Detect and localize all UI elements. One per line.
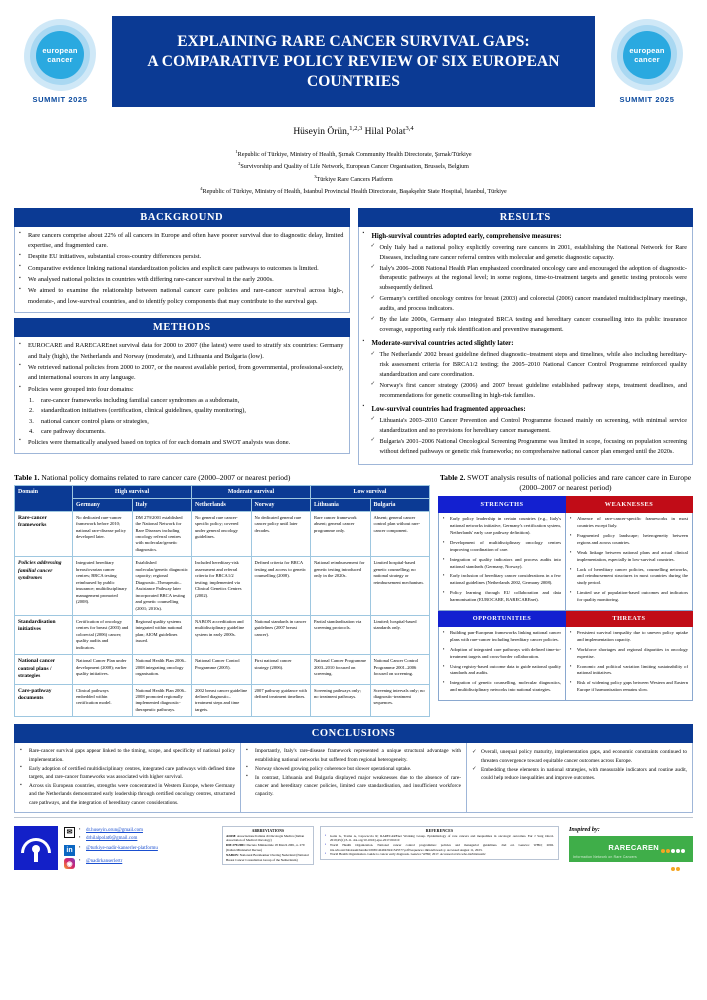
- author-1-affil-marks: 1,2,3: [349, 125, 363, 133]
- table2-wrapper: [438, 473, 693, 701]
- list-item: standardization initiatives (certification, clinical guidelines, quality monitoring),: [41, 407, 246, 415]
- background-body: [14, 227, 350, 314]
- table-row: [15, 684, 430, 717]
- list-item: ▪ Risk of widening policy gaps between Western and Eastern Europe if harmonisation remains slow.: [570, 680, 688, 694]
- cell: 2002 breast cancer guideline defined diagnostic–treatment steps and time targets.: [192, 684, 252, 717]
- abbreviation-item: [226, 853, 310, 862]
- table1-col-lithuania: Lithuania: [311, 498, 371, 511]
- cell: National Cancer Control Programme (2005).: [192, 655, 252, 684]
- table-row: [15, 511, 430, 557]
- list-item: ▪ Lack of hereditary cancer policies, counselling networks, and reimbursement structures in most countries during the study period.: [570, 567, 688, 588]
- list-item: ▪ We aimed to examine the relationship between national cancer care policies and rare-cancer survival across high-, moderate-, and low-survival countries, and to identify policy components that may contribute to the survival gap.: [19, 286, 344, 307]
- list-item: ▪ Policy learning through EU collaboration and data harmonisation (EUROCARE, RARECAREnet).: [443, 590, 561, 604]
- contacts-block: [64, 826, 216, 870]
- row-domain: Policies addressing familial cancer syndromes: [15, 557, 73, 616]
- list-item: ▪ Early adoption of certified multidisciplinary centres, integrated care pathways with defined time targets, and rare-cancer frameworks was associated with higher survival.: [20, 765, 235, 781]
- list-item: ✓ Lithuania's 2003–2010 Cancer Prevention and Control Programme focused mainly on screening, with minimal service standardization and no provisions for hereditary cancer management.: [371, 416, 688, 436]
- list-item: ▪ Norway showed growing policy coherence but slower operational uptake.: [246, 765, 461, 773]
- list-item: ▪ Economic and political variation limiting sustainability of national initiatives.: [570, 664, 688, 678]
- table1-head: [15, 485, 430, 511]
- row-domain: National cancer control plans / strategies: [15, 655, 73, 684]
- list-item: ✓ Italy's 2006–2008 National Health Plan emphasized coordinated oncology care and encouraged the adoption of diagnostic-therapeutic pathways at the regional level; in some regions, time-to-treatment targets and genetic testing protocols were subsequently defined.: [371, 264, 688, 294]
- table1-group-header-row: [15, 485, 430, 498]
- list-item: ▪ Policies were grouped into four domains:: [19, 385, 344, 395]
- abbreviation-def: : Associazione Italiana di Oncologia Medica (Italian Association of Medical Oncology): [226, 833, 305, 843]
- poster-footer: [0, 818, 707, 876]
- list-item: ▪ EUROCARE and RARECAREnet survival data for 2000 to 2007 (the latest) were used to stratify six countries: Germany and Italy (high), the Netherlands and Norway (moderate), and Lithuania and Bulgaria (low).: [19, 341, 344, 362]
- affiliation-sup: 4: [200, 186, 203, 192]
- swot-weaknesses-header: WEAKNESSES: [566, 497, 693, 513]
- table2-caption: [438, 473, 693, 494]
- abbreviation-term: NABON: [226, 853, 238, 858]
- cell: Established molecular/genetic diagnostic capacity; regional Diagnostic–Therapeutic–Assistance Pathway later incorporated BRCA testing and genetic counselling (2001; 2010s).: [132, 557, 192, 616]
- cell: Limited; hospital-based standards only.: [370, 616, 430, 655]
- methods-heading: METHODS: [14, 318, 350, 337]
- list-item: ▪ Rare cancers comprise about 22% of all cancers in Europe and often have poorer survival due to diagnostic delay, limited expertise, and fragmented care.: [19, 231, 344, 252]
- reference-item: ▪ Gatta G, Trama A, Capocaccia R; RARECAREnet Working Group. Epidemiology of rare cancers and inequalities in oncologic outcomes. Eur J Surg Oncol. 2019;45(1):3-11. doi.org/10.1016/j.ejso.2017.00.010: [325, 834, 554, 843]
- references-list: [325, 834, 554, 857]
- author-2-affil-marks: 3,4: [405, 125, 414, 133]
- results-group-title: ▪ High-survival countries adopted early, comprehensive measures:: [363, 231, 688, 242]
- results-group-3-items: [363, 416, 688, 457]
- abbreviation-item: [226, 834, 310, 843]
- contact-row-instagram: [64, 858, 216, 869]
- list-item: ▪ Across six European countries, strengths were concentrated in Western Europe, where Germany and the Netherlands demonstrated early leadership through certified oncology centres, structured care pathways, and the integration of hereditary cancer considerations.: [20, 782, 235, 807]
- methods-body: [14, 337, 350, 454]
- abbreviation-def: : Nationaal Borstkanker Overleg Nederland (National Breast Cancer Consultation Group of the Netherlands): [226, 853, 309, 862]
- references-heading: REFERENCES: [425, 828, 454, 833]
- table-row: [15, 557, 430, 616]
- main-columns: [0, 198, 707, 465]
- row-domain: Care-pathway documents: [15, 684, 73, 717]
- rarecarenet-dots-icon: [660, 841, 690, 877]
- affiliation-sup: 1: [235, 148, 238, 154]
- conclusions-heading: CONCLUSIONS: [14, 724, 693, 743]
- list-item: ✓ Only Italy had a national policy explicitly covering rare cancers in 2001, establishing the National Network for Rare Diseases, including rare cancer referral centres with molecular and genetic diagnostic capacity.: [371, 243, 688, 263]
- cell: Partial standardisation via screening protocols.: [311, 616, 371, 655]
- cell: Screening pathways only; no treatment pathways.: [311, 684, 371, 717]
- cell: Rare cancer framework absent; general cancer programme only.: [311, 511, 371, 557]
- list-item: ▪ Early inclusion of hereditary cancer considerations in a few national guidelines (Netherlands 2002, Germany 2008).: [443, 573, 561, 587]
- swot-weaknesses-cell: [566, 513, 693, 611]
- list-item: ▪ Development of multidisciplinary oncology centres improving coordination of care.: [443, 540, 561, 554]
- swot-strengths-list: [443, 516, 561, 604]
- linkedin-link[interactable]: ▪ @turkiye-nadir-kanserler-platformu: [79, 845, 158, 853]
- swot-opportunities-cell: [439, 626, 566, 700]
- email-link[interactable]: ▪ drhilalpolat0@gmail.com: [79, 835, 143, 843]
- logo-line2: cancer: [634, 55, 660, 65]
- left-column: [14, 208, 350, 465]
- contact-row-email: [64, 827, 216, 844]
- conclusions-body: [14, 743, 693, 812]
- list-item: ▪ Integration of genetic counselling, molecular diagnostics, and multidisciplinary networks into national strategies.: [443, 680, 561, 694]
- table1-col-italy: Italy: [132, 498, 192, 511]
- cell: National standards in cancer guidelines (2007 breast cancer).: [251, 616, 311, 655]
- inspired-by-label: Inspired by:: [569, 825, 600, 833]
- poster-header: [0, 0, 707, 111]
- table1-group-low: Low survival: [311, 485, 430, 498]
- list-item: ▪ Weak linkage between national plans and actual clinical implementation, especially in low-survival countries.: [570, 550, 688, 564]
- list-item: ✓ Norway's first cancer strategy (2006) and 2007 breast guideline established pathway steps, treatment deadlines, and recommendations for genetic counselling in high-risk families.: [371, 381, 688, 401]
- background-bullet-list: [19, 231, 344, 308]
- abbreviations-box: [222, 826, 314, 865]
- table1-caption: [14, 473, 430, 482]
- results-body: [358, 227, 694, 465]
- cell: Certification of oncology centres for breast (2003) and colorectal (2006) cancer; quality audits and indicators.: [73, 616, 133, 655]
- list-item: ▪ In contrast, Lithuania and Bulgaria displayed major weaknesses due to the absence of rare-cancer and hereditary cancer policies, limited care standardisation, and insufficient workforce capacity.: [246, 774, 461, 799]
- conclusions-list-1: [20, 747, 235, 806]
- cell: National Health Plan 2006–2008 integrating oncology organisation.: [132, 655, 192, 684]
- cell: National Health Plan 2006–2008 promoted regionally implemented diagnostic-therapeutic pathways.: [132, 684, 192, 717]
- row-domain: Rare-cancer frameworks: [15, 511, 73, 557]
- table1-caption-text: National policy domains related to rare cancer care (2000–2007 or nearest period): [39, 472, 291, 482]
- conclusions-list-3: [472, 748, 687, 782]
- list-item: rare-cancer frameworks including familial cancer syndromes as a subdomain,: [41, 397, 240, 405]
- list-item: national cancer control plans or strategies,: [41, 417, 149, 425]
- cell: No dedicated rare-cancer framework before 2010; national rare-disease policy developed later.: [73, 511, 133, 557]
- instagram-link[interactable]: ▪ @nadirkanserlertr: [79, 858, 122, 866]
- methods-bullet-list-bottom: [19, 438, 344, 448]
- conclusions-column-3: [467, 743, 692, 811]
- affiliation-item: [0, 160, 707, 172]
- title-line-1: EXPLAINING RARE CANCER SURVIVAL GAPS:: [177, 33, 530, 50]
- right-column: [358, 208, 694, 465]
- logo-right: [601, 19, 693, 104]
- list-item: ✓ Germany's certified oncology centres for breast (2003) and colorectal (2006) cancer mandated multidisciplinary meetings, audits, and process indicators.: [371, 294, 688, 314]
- swot-header-row-2: [439, 610, 693, 626]
- qr-code-logo-icon: [14, 826, 58, 870]
- table-row: [15, 655, 430, 684]
- table1-group-moderate: Moderate survival: [192, 485, 311, 498]
- affiliation-text: Survivorship and Quality of Life Network, European Cancer Organisation, Brussels, Belgium: [240, 164, 469, 171]
- table1-col-germany: Germany: [73, 498, 133, 511]
- cell: National reimbursement for genetic testing introduced only in the 2020s.: [311, 557, 371, 616]
- affiliation-item: [0, 148, 707, 160]
- list-item: ✓ By the late 2000s, Germany also integrated BRCA testing and hereditary cancer counselling into its public insurance coverage, supporting early risk identification and preventive management.: [371, 315, 688, 335]
- list-item: ✓ Bulgaria's 2001–2006 National Oncological Screening Programme was limited in scope, focusing on population screening without defined pathways or genetic risk frameworks; no comprehensive national cancer plan emerged until the 2020s.: [371, 437, 688, 457]
- results-group-1-items: [363, 243, 688, 335]
- table1-col-domain: Domain: [15, 485, 73, 511]
- list-item: ✓ The Netherlands' 2002 breast guideline defined diagnostic–treatment steps and timelines, while also including hereditary-risk assessment criteria for BRCA1/2 testing; the 2005–2010 National Cancer Control Programme reinforced quality standardization and care coordination.: [371, 350, 688, 380]
- cell: National Cancer Plan under development (2008); earlier quality initiatives.: [73, 655, 133, 684]
- affiliation-item: [0, 185, 707, 197]
- logo-summit-label: SUMMIT 2025: [619, 95, 675, 105]
- results-group-title: ▪ Moderate-survival countries acted slightly later:: [363, 338, 688, 349]
- european-cancer-logo-icon: [24, 19, 96, 91]
- cell: Screening intervals only; no diagnostic-treatment sequences.: [370, 684, 430, 717]
- results-group-3: [363, 404, 688, 415]
- cell: NABON accreditation and multidisciplinary guideline system in early 2000s.: [192, 616, 252, 655]
- author-1-name: Hüseyin Örün,: [293, 127, 350, 138]
- conclusions-section: [0, 717, 707, 812]
- cell: Limited hospital-based genetic counselling; no national strategy or reimbursement mechanism.: [370, 557, 430, 616]
- list-item: ▪ We analysed national policies in countries with differing rare-cancer survival in the early 2000s.: [19, 275, 344, 285]
- author-2-name: Hilal Polat: [362, 127, 406, 138]
- abbreviation-def: : Decreto Ministeriale 18 March 2001, n. 279 (Italian Ministerial Decree): [226, 843, 305, 852]
- list-item: ▪ Absence of rare-cancer-specific frameworks in most countries except Italy.: [570, 516, 688, 530]
- swot-threats-header: THREATS: [566, 610, 693, 626]
- table2-caption-text: SWOT analysis results of national policies and rare cancer care in Europe (2000–2007 or nearest period): [465, 472, 692, 492]
- cell: Defined criteria for BRCA testing and access to genetic counselling (2008).: [251, 557, 311, 616]
- conclusions-list-2: [246, 747, 461, 798]
- results-group-2: [363, 338, 688, 349]
- instagram-icon: ◉: [64, 858, 75, 869]
- swot-weaknesses-list: [570, 516, 688, 604]
- table1-wrapper: [14, 473, 430, 718]
- list-item: ▪ Fragmented policy landscape; heterogeneity between regions and across countries.: [570, 533, 688, 547]
- list-item: ▪ Integration of quality indicators and process audits into national standards (Germany, Norway).: [443, 557, 561, 571]
- row-domain: Standardisation initiatives: [15, 616, 73, 655]
- list-item: ▪ Using registry-based outcome data to guide national quality standards and audits.: [443, 664, 561, 678]
- list-item: ▪ Adoption of integrated care pathways with defined time-to-treatment targets and cross-border collaboration.: [443, 647, 561, 661]
- rarecarenet-tagline: Information Network on Rare Cancers: [573, 854, 637, 859]
- authors-line: [0, 125, 707, 137]
- swot-content-row-2: [439, 626, 693, 700]
- background-heading: BACKGROUND: [14, 208, 350, 227]
- conclusions-column-2: [241, 743, 467, 811]
- tables-row: [0, 465, 707, 718]
- swot-header-row-1: [439, 497, 693, 513]
- list-item: ▪ Early policy leadership in certain countries (e.g., Italy's national networks initiative, Germany's certification system, Netherlands' early care pathway definition).: [443, 516, 561, 537]
- swot-content-row-1: [439, 513, 693, 611]
- cell: DM 279/2001 established the National Network for Rare Diseases including oncology referral centres with molecular/genetic diagnostics.: [132, 511, 192, 557]
- european-cancer-logo-icon: [611, 19, 683, 91]
- list-item: ▪ Comparative evidence linking national standardization policies and explicit care pathways to outcomes is limited.: [19, 264, 344, 274]
- swot-strengths-cell: [439, 513, 566, 611]
- cell: Absent; general cancer control plan without rare-cancer component.: [370, 511, 430, 557]
- logo-line2: cancer: [47, 55, 73, 65]
- cell: No general rare cancer-specific policy; covered under general oncology guidelines.: [192, 511, 252, 557]
- table1: [14, 485, 430, 718]
- list-item: ▪ Limited use of population-based outcomes and indicators for quality monitoring.: [570, 590, 688, 604]
- swot-threats-cell: [566, 626, 693, 700]
- table1-col-bulgaria: Bulgaria: [370, 498, 430, 511]
- reference-item: ▪ World Health Organization. National cancer control programmes: policies and managerial guidelines. 2nd ed. Geneva: WHO; 2002. iris.who.int/bitstream/handle/10665/42494/9241545577.pdf?sequence=1&isAllowed=y. Accessed August 11, 2023.: [325, 843, 554, 852]
- list-item: ▪ Rare-cancer survival gaps appear linked to the timing, scope, and specificity of national policy implementation.: [20, 747, 235, 763]
- methods-bullet-list: [19, 341, 344, 395]
- rarecarenet-logo-text: RARECAREN: [608, 842, 659, 852]
- swot-strengths-header: STRENGTHS: [439, 497, 566, 513]
- logo-line1: european: [42, 45, 78, 55]
- cell: Included hereditary-risk assessment and referral criteria for BRCA1/2 testing; implemented via Clinical Genetics Centres (2002).: [192, 557, 252, 616]
- table1-caption-label: Table 1.: [14, 472, 40, 482]
- instagram-links: [79, 858, 122, 866]
- cell: Integrated hereditary breast/ovarian cancer centres; BRCA testing reimbursed by public insurance; multidisciplinary management promoted (2008).: [73, 557, 133, 616]
- email-links: [79, 827, 143, 844]
- table2-caption-label: Table 2.: [439, 472, 466, 482]
- affiliation-text: Republic of Türkiye, Ministry of Health, Şırnak Community Health Directorate, Şırnak/Türkiye: [237, 151, 472, 158]
- list-item: ▪ Importantly, Italy's rare-disease framework represented a unique structural advantage with establishing national networks but suffered from regional heterogeneity.: [246, 747, 461, 763]
- logo-left: [14, 19, 106, 104]
- list-item: ▪ Persistent survival inequality due to uneven policy uptake and implementation capacity.: [570, 630, 688, 644]
- cell: Clinical pathways embedded within certification model.: [73, 684, 133, 717]
- list-item: ✓ Embedding these elements in national strategies, with measurable indicators and routine audit, could help reduce inequalities and improve outcomes.: [472, 766, 687, 782]
- linkedin-links: [79, 845, 158, 853]
- table1-col-netherlands: Netherlands: [192, 498, 252, 511]
- conclusions-column-1: [15, 743, 241, 811]
- list-item: ▪ Policies were thematically analysed based on topics of for each domain and SWOT analysis was done.: [19, 438, 344, 448]
- table2-swot: [438, 496, 693, 701]
- list-item: care pathway documents.: [41, 428, 106, 436]
- swot-opportunities-list: [443, 630, 561, 694]
- email-link[interactable]: ▪ dr.huseyin.orun@gmail.com: [79, 827, 143, 835]
- affiliation-text: Republic of Türkiye, Ministry of Health, İstanbul Provincial Health Directorate, Başakşehir State Hospital, İstanbul, Türkiye: [202, 189, 507, 196]
- affiliation-item: [0, 173, 707, 185]
- logo-summit-label: SUMMIT 2025: [32, 95, 88, 105]
- list-item: ▪ We retrieved national policies from 2000 to 2007, or the nearest available period, from governmental, professional-society, and international sources in any language.: [19, 363, 344, 384]
- cell: No dedicated general rare cancer policy until later decades.: [251, 511, 311, 557]
- reference-item: ▪ World Health Organization. Guide to cancer early diagnosis. Geneva: WHO; 2017. Accessed at iris.who.int/bitstream/: [325, 852, 554, 857]
- list-item: ▪ Workforce shortages and regional disparities in oncology expertise.: [570, 647, 688, 661]
- abbreviation-term: AIOM: [226, 833, 236, 838]
- affiliation-sup: 2: [238, 161, 241, 167]
- methods-numbered-list: [19, 396, 344, 438]
- swot-threats-list: [570, 630, 688, 694]
- table-row: [15, 616, 430, 655]
- logo-line1: european: [629, 45, 665, 55]
- poster-title: [112, 16, 595, 107]
- list-item: ▪ Despite EU initiatives, substantial cross-country differences persist.: [19, 252, 344, 262]
- list-item: ✓ Overall, unequal policy maturity, implementation gaps, and economic constraints continued to threaten convergence toward equitable cancer outcomes across Europe.: [472, 748, 687, 764]
- table1-country-header-row: [15, 498, 430, 511]
- cell: National Cancer Programme 2003–2010 focused on screening.: [311, 655, 371, 684]
- inspired-by-block: [565, 826, 693, 862]
- cell: National Cancer Control Programme 2001–2006 focused on screening.: [370, 655, 430, 684]
- table1-group-high: High survival: [73, 485, 192, 498]
- affiliation-sup: 3: [314, 173, 317, 179]
- title-line-2: A COMPARATIVE POLICY REVIEW OF SIX EUROPEAN COUNTRIES: [147, 52, 560, 90]
- list-item: ▪ Building pan-European frameworks linking national cancer plans with rare-cancer including hereditary cancer policies.: [443, 630, 561, 644]
- abbreviation-item: [226, 843, 310, 852]
- abbreviations-heading: ABBREVIATIONS: [251, 828, 285, 833]
- results-heading: RESULTS: [358, 208, 694, 227]
- results-group-1: [363, 231, 688, 242]
- linkedin-icon: in: [64, 845, 75, 856]
- mail-icon: ✉: [64, 827, 75, 838]
- abbreviation-term: DM 279/2001: [226, 843, 245, 848]
- affiliation-text: Türkiye Rare Cancers Platform: [316, 176, 393, 183]
- table1-body: [15, 511, 430, 717]
- cell: Regional quality systems integrated within national plan; AIOM guidelines issued.: [132, 616, 192, 655]
- results-group-title: ▪ Low-survival countries had fragmented approaches:: [363, 404, 688, 415]
- results-group-2-items: [363, 350, 688, 401]
- rarecarenet-logo: [569, 836, 693, 862]
- cell: 2007 pathway guidance with defined treatment timelines.: [251, 684, 311, 717]
- table1-col-norway: Norway: [251, 498, 311, 511]
- affiliations-block: [0, 148, 707, 198]
- references-box: [320, 826, 559, 860]
- cell: First national cancer strategy (2006).: [251, 655, 311, 684]
- swot-opportunities-header: OPPORTUNITIES: [439, 610, 566, 626]
- contact-row-linkedin: [64, 845, 216, 856]
